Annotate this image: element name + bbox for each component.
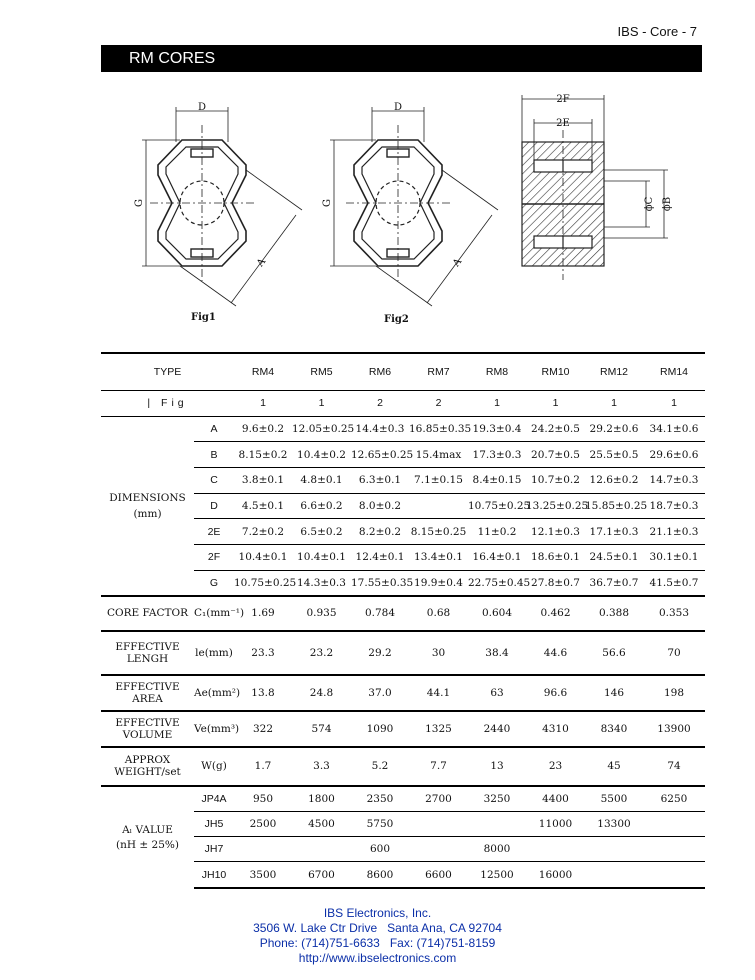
dim-cell: 8.4±0.15 [468,467,526,493]
fig-label: | Fig [101,390,234,416]
param-cell: 13 [468,747,526,786]
fig2-dim-d: D [393,102,403,113]
fig-label-text: Fig [161,397,188,409]
dim-cell: 12.6±0.2 [585,467,643,493]
al-cell: 4400 [526,786,585,812]
type-cell: RM10 [526,353,585,390]
footer [0,906,755,966]
al-cell: 6700 [292,862,351,888]
type-cell: RM7 [409,353,468,390]
param-row [101,631,705,675]
dim-cell: 30.1±0.1 [643,544,705,570]
param-row [101,596,705,631]
param-cell: 574 [292,711,351,747]
al-value-label [101,786,194,888]
dim-cell: 20.7±0.5 [526,442,585,468]
param-cell: 44.6 [526,631,585,675]
fig-row [101,390,705,416]
param-cell: 0.604 [468,596,526,631]
footer-address: 3506 W. Lake Ctr Drive Santa Ana, CA 92704 [253,921,502,935]
dim-cell: 10.4±0.1 [292,544,351,570]
al-cell: 3250 [468,786,526,812]
dim-cell: 27.8±0.7 [526,570,585,596]
dim-cell: 4.8±0.1 [292,467,351,493]
dim-cell: 29.6±0.6 [643,442,705,468]
dim-cell: 24.2±0.5 [526,416,585,442]
param-cell: 146 [585,675,643,711]
dim-cell: 14.3±0.3 [292,570,351,596]
param-cell: 13900 [643,711,705,747]
dim-cell: 12.1±0.3 [526,519,585,545]
al-cell [292,837,351,862]
dim-cell: 36.7±0.7 [585,570,643,596]
al-cell: 16000 [526,862,585,888]
param-cell: 0.784 [351,596,409,631]
param-cell: 0.462 [526,596,585,631]
al-cell [643,862,705,888]
param-cell: 198 [643,675,705,711]
fig1-dim-g: G [134,199,145,207]
al-cell: 5500 [585,786,643,812]
dim-cell: 6.3±0.1 [351,467,409,493]
dimensions-unit: (mm) [133,507,162,520]
page-number-label: IBS - Core - 7 [617,24,697,39]
dimension-key: G [194,570,234,596]
al-material: JH7 [194,837,234,862]
al-cell: 600 [351,837,409,862]
type-label: TYPE [101,353,234,390]
param-unit: le(mm) [194,631,234,675]
al-cell: 6600 [409,862,468,888]
section-title: RM CORES [129,50,216,67]
al-cell: 3500 [234,862,292,888]
dim-cell: 7.1±0.15 [409,467,468,493]
al-cell [585,837,643,862]
dim-cell: 17.3±0.3 [468,442,526,468]
al-value-unit: (nH ± 25%) [116,838,179,851]
type-cell: RM4 [234,353,292,390]
fig-cell: 1 [643,390,705,416]
dim-cell: 10.75±0.25 [234,570,292,596]
fig1-drawing [142,107,302,306]
param-cell: 3.3 [292,747,351,786]
param-cell: 4310 [526,711,585,747]
param-row [101,747,705,786]
dim-cell: 8.15±0.2 [234,442,292,468]
dim-cell: 15.4max [409,442,468,468]
param-label: EFFECTIVE LENGH [101,631,194,675]
param-row [101,711,705,747]
fig-cell: 2 [351,390,409,416]
param-cell: 56.6 [585,631,643,675]
param-cell: 0.68 [409,596,468,631]
param-cell: 7.7 [409,747,468,786]
param-unit: Ae(mm²) [194,675,234,711]
al-row [101,786,705,812]
dim-cell: 10.4±0.1 [234,544,292,570]
dim-cell: 7.2±0.2 [234,519,292,545]
dim-cell: 10.75±0.25 [468,493,526,519]
param-cell: 96.6 [526,675,585,711]
param-cell: 0.353 [643,596,705,631]
al-cell: 2350 [351,786,409,812]
dim-cell: 4.5±0.1 [234,493,292,519]
dim-cell: 12.4±0.1 [351,544,409,570]
dimension-key: A [194,416,234,442]
param-label: EFFECTIVE AREA [101,675,194,711]
dim-cell: 19.9±0.4 [409,570,468,596]
param-cell: 1.7 [234,747,292,786]
al-cell: 1800 [292,786,351,812]
dim-cell: 8.15±0.25 [409,519,468,545]
dim-cell: 13.4±0.1 [409,544,468,570]
fig2-dim-g: G [322,199,333,207]
al-cell [585,862,643,888]
side-section-drawing [522,95,668,280]
side-dim-2f: 2F [556,94,570,105]
footer-company: IBS Electronics, Inc. [323,906,432,920]
type-cell: RM5 [292,353,351,390]
param-cell: 23 [526,747,585,786]
param-cell: 23.3 [234,631,292,675]
spec-table [101,352,705,889]
dim-cell: 21.1±0.3 [643,519,705,545]
param-cell: 74 [643,747,705,786]
al-cell: 2500 [234,812,292,837]
dim-cell: 19.3±0.4 [468,416,526,442]
fig2-drawing [330,107,498,306]
dim-cell: 15.85±0.25 [585,493,643,519]
dim-cell: 8.2±0.2 [351,519,409,545]
dim-cell: 34.1±0.6 [643,416,705,442]
param-unit: W(g) [194,747,234,786]
al-cell: 12500 [468,862,526,888]
fig-cell: 1 [585,390,643,416]
footer-phone: Phone: (714)751-6633 Fax: (714)751-8159 [259,936,496,950]
fig-cell: 1 [234,390,292,416]
dim-cell: 14.4±0.3 [351,416,409,442]
al-cell: 2700 [409,786,468,812]
dim-cell: 41.5±0.7 [643,570,705,596]
param-label: CORE FACTOR [101,596,194,631]
fig-cell: 2 [409,390,468,416]
al-material: JP4A [194,786,234,812]
dimensions-label [101,416,194,596]
param-cell: 322 [234,711,292,747]
param-cell: 70 [643,631,705,675]
type-row [101,353,705,390]
al-cell [234,837,292,862]
dimension-key: 2F [194,544,234,570]
core-drawings [0,85,755,335]
param-label: APPROX WEIGHT/set [101,747,194,786]
dimension-key: B [194,442,234,468]
dim-cell: 29.2±0.6 [585,416,643,442]
param-cell: 0.935 [292,596,351,631]
al-cell: 11000 [526,812,585,837]
dim-cell: 24.5±0.1 [585,544,643,570]
fig1-caption: Fig1 [191,312,216,323]
al-cell [643,837,705,862]
param-cell: 23.2 [292,631,351,675]
dim-cell: 3.8±0.1 [234,467,292,493]
dim-cell: 16.85±0.35 [409,416,468,442]
al-cell: 13300 [585,812,643,837]
al-cell: 6250 [643,786,705,812]
param-row [101,675,705,711]
param-cell: 24.8 [292,675,351,711]
dim-cell: 13.25±0.25 [526,493,585,519]
al-cell [526,837,585,862]
al-cell [643,812,705,837]
al-material: JH5 [194,812,234,837]
param-cell: 38.4 [468,631,526,675]
param-cell: 0.388 [585,596,643,631]
fig1-dim-d: D [197,102,207,113]
param-cell: 8340 [585,711,643,747]
param-cell: 1325 [409,711,468,747]
dim-cell: 18.6±0.1 [526,544,585,570]
dim-cell: 11±0.2 [468,519,526,545]
fig2-caption: Fig2 [384,314,409,325]
fig-cell: 1 [292,390,351,416]
dimension-key: C [194,467,234,493]
param-cell: 1090 [351,711,409,747]
fig-cell: 1 [526,390,585,416]
param-cell: 30 [409,631,468,675]
dim-cell: 12.05±0.25 [292,416,351,442]
param-cell: 63 [468,675,526,711]
dim-cell: 25.5±0.5 [585,442,643,468]
param-cell: 5.2 [351,747,409,786]
dimensions-title: DIMENSIONS [109,491,186,504]
param-unit: C₁(mm⁻¹) [194,596,234,631]
dim-cell: 17.55±0.35 [351,570,409,596]
dim-cell: 16.4±0.1 [468,544,526,570]
al-cell: 5750 [351,812,409,837]
dimension-key: D [194,493,234,519]
dim-cell: 9.6±0.2 [234,416,292,442]
param-cell: 1.69 [234,596,292,631]
footer-url-link[interactable]: http://www.ibselectronics.com [298,951,457,965]
param-label: EFFECTIVE VOLUME [101,711,194,747]
al-cell: 4500 [292,812,351,837]
al-value-title: Aₗ VALUE [122,823,173,836]
al-material: JH10 [194,862,234,888]
param-unit: Ve(mm³) [194,711,234,747]
dim-cell: 10.4±0.2 [292,442,351,468]
core-drawings-svg [0,85,755,335]
fig2-dim-a: A [451,256,465,269]
al-cell: 8600 [351,862,409,888]
al-cell [409,812,468,837]
param-cell: 13.8 [234,675,292,711]
dim-cell: 6.5±0.2 [292,519,351,545]
param-cell: 2440 [468,711,526,747]
dimension-key: 2E [194,519,234,545]
type-cell: RM6 [351,353,409,390]
dim-cell: 22.75±0.45 [468,570,526,596]
section-title-bar [101,45,702,72]
dim-cell: 17.1±0.3 [585,519,643,545]
param-cell: 29.2 [351,631,409,675]
param-cell: 45 [585,747,643,786]
dim-cell [409,493,468,519]
param-cell: 37.0 [351,675,409,711]
dim-cell: 18.7±0.3 [643,493,705,519]
al-cell: 950 [234,786,292,812]
dim-cell: 14.7±0.3 [643,467,705,493]
side-dim-b: ϕB [662,196,673,212]
side-dim-c: ϕC [644,196,655,212]
fig-cell: 1 [468,390,526,416]
al-cell: 8000 [468,837,526,862]
dim-cell: 12.65±0.25 [351,442,409,468]
fig1-dim-a: A [255,256,269,269]
type-cell: RM12 [585,353,643,390]
param-cell: 44.1 [409,675,468,711]
dim-cell: 6.6±0.2 [292,493,351,519]
dim-cell: 10.7±0.2 [526,467,585,493]
type-cell: RM8 [468,353,526,390]
dim-cell: 8.0±0.2 [351,493,409,519]
al-cell [409,837,468,862]
type-cell: RM14 [643,353,705,390]
al-cell [468,812,526,837]
side-dim-2e: 2E [556,118,570,129]
dimension-row [101,416,705,442]
